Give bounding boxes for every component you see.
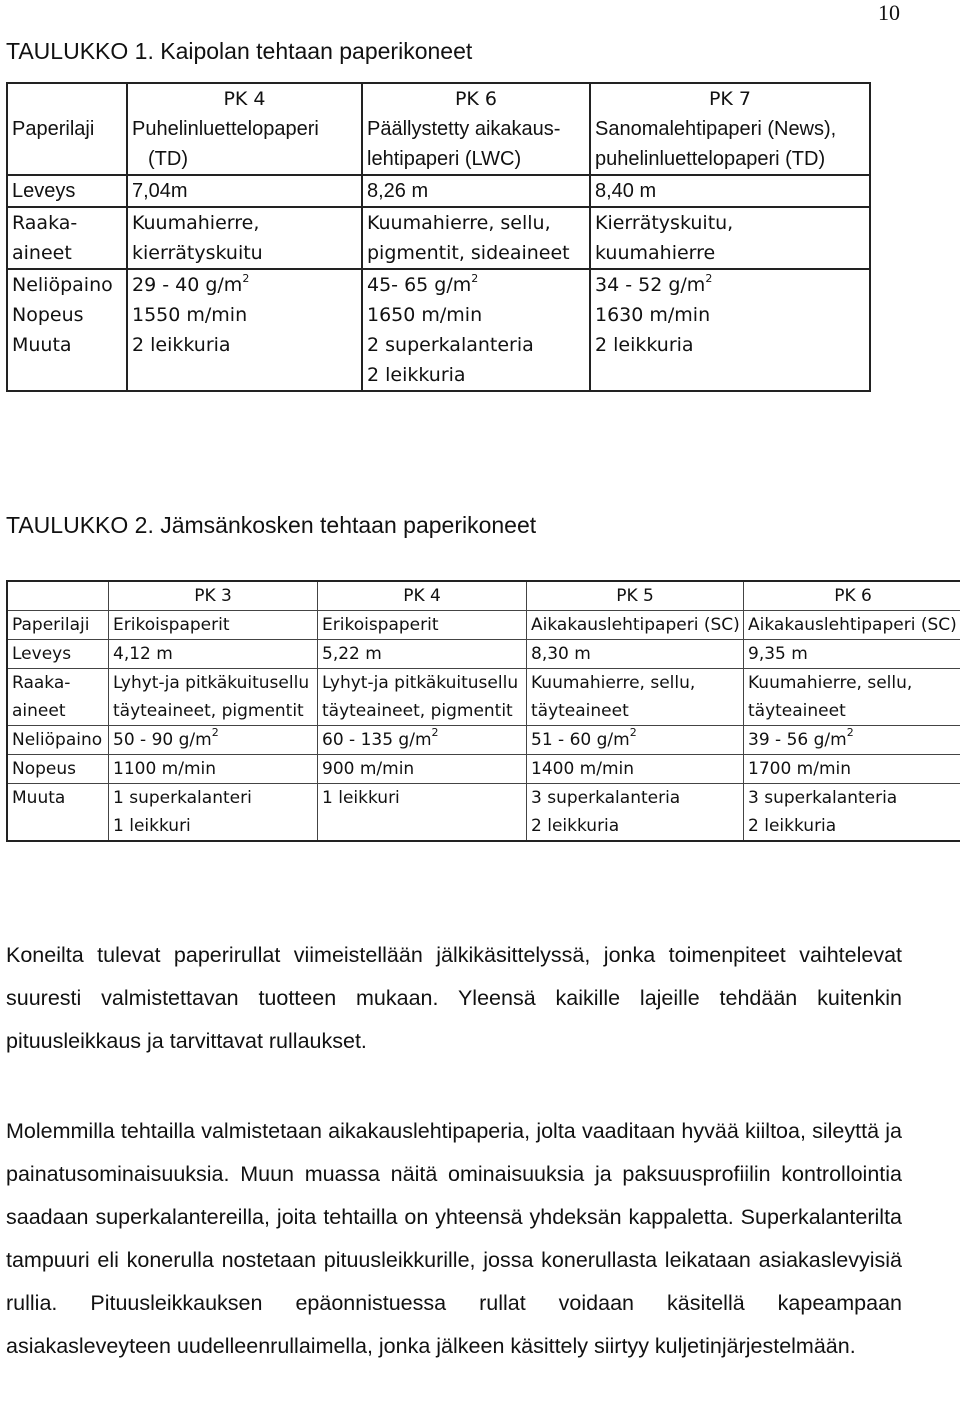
superscript: 2 [705, 272, 713, 285]
value: 45- 65 g/m [367, 274, 472, 296]
cell: 900 m/min [318, 755, 527, 784]
cell: Sanomalehtipaperi (News), [590, 114, 870, 144]
cell [362, 269, 590, 300]
cell: Aikakauslehtipaperi (SC) [744, 611, 960, 640]
cell: Kierrätyskuitu, [590, 207, 870, 238]
superscript: 2 [431, 726, 439, 739]
table1-row-muuta-cont [7, 360, 870, 391]
cell: 3 superkalanteria [527, 784, 744, 813]
cell: 1550 m/min [127, 300, 362, 330]
cell: Kuumahierre, [127, 207, 362, 238]
row-label: Raaka- [7, 207, 127, 238]
table1-header-pk6: PK 6 [362, 83, 590, 114]
row-label: Nopeus [7, 755, 109, 784]
superscript: 2 [211, 726, 219, 739]
cell: 1700 m/min [744, 755, 960, 784]
cell: 1630 m/min [590, 300, 870, 330]
row-label: Muuta [7, 330, 127, 360]
cell: (TD) [127, 144, 362, 175]
row-label: Paperilaji [7, 114, 127, 144]
cell: Lyhyt-ja pitkäkuitusellu [109, 669, 318, 698]
value: 50 - 90 g/m [113, 730, 212, 750]
table1-row-paperilaji [7, 114, 870, 144]
cell: 2 leikkuria [362, 360, 590, 391]
table2-header-pk4: PK 4 [318, 581, 527, 611]
table1-header-row [7, 83, 870, 114]
cell: 1 leikkuri [318, 784, 527, 813]
cell: Lyhyt-ja pitkäkuitusellu [318, 669, 527, 698]
cell [109, 726, 318, 755]
row-label: Muuta [7, 784, 109, 813]
row-label: Paperilaji [7, 611, 109, 640]
table1-row-muuta [7, 330, 870, 360]
cell: 5,22 m [318, 640, 527, 669]
cell: kuumahierre [590, 238, 870, 269]
table2-jamsankoski-paper-machines [6, 580, 960, 842]
superscript: 2 [629, 726, 637, 739]
cell [127, 269, 362, 300]
table2-row-nopeus [7, 755, 960, 784]
cell: 2 leikkuria [527, 812, 744, 841]
row-label: Nopeus [7, 300, 127, 330]
table1-header-pk7: PK 7 [590, 83, 870, 114]
cell: 1650 m/min [362, 300, 590, 330]
row-label: Neliöpaino [7, 269, 127, 300]
cell: Kuumahierre, sellu, [527, 669, 744, 698]
cell: täyteaineet, pigmentit [318, 697, 527, 726]
value: 51 - 60 g/m [531, 730, 630, 750]
table1-row-neliopaino [7, 269, 870, 300]
cell: 1 leikkuri [109, 812, 318, 841]
cell [318, 812, 527, 841]
cell: 8,30 m [527, 640, 744, 669]
body-paragraph-1: Koneilta tulevat paperirullat viimeistellään jälkikäsittelyssä, jonka toimenpiteet vaihtelevat suuresti valmistettavan tuotteen mukaan. Yleensä kaikille lajeille tehdään kuitenkin pituusleikkaus ja tarvittavat rullaukset. [6, 943, 902, 1053]
cell: 1 superkalanteri [109, 784, 318, 813]
cell: täyteaineet, pigmentit [109, 697, 318, 726]
cell: 1100 m/min [109, 755, 318, 784]
cell: 2 leikkuria [590, 330, 870, 360]
cell: Päällystetty aikakaus- [362, 114, 590, 144]
cell: 4,12 m [109, 640, 318, 669]
row-label: Neliöpaino [7, 726, 109, 755]
superscript: 2 [846, 726, 854, 739]
cell: Puhelinluettelopaperi [127, 114, 362, 144]
row-label: Raaka- [7, 669, 109, 698]
cell [590, 269, 870, 300]
body-paragraph-2: Molemmilla tehtailla valmistetaan aikakauslehtipaperia, jolta vaaditaan hyvää kiiltoa, sileyttä ja painatusominaisuuksia. Muun muassa näitä ominaisuuksia ja paksuusprofiilin kontrollointia saadaan superkalantereilla, joita tehtailla on yhteensä yhdeksän kappaletta. Superkalanterilta tampuuri eli konerulla nostetaan pituusleikkurille, jossa konerullasta leikataan asiakaslevyisiä rullia. Pituusleikkauksen epäonnistuessa rullat voidaan käsitellä kapeampaan asiakasleveyteen uudelleenrullaimella, jonka jälkeen käsittely siirtyy kuljetinjärjestelmään. [6, 1119, 902, 1358]
table1-row-raaka-cont [7, 238, 870, 269]
value: 29 - 40 g/m [132, 274, 243, 296]
value: 39 - 56 g/m [748, 730, 847, 750]
table1-row-paperilaji-cont [7, 144, 870, 175]
table1-kaipola-paper-machines [6, 82, 871, 392]
row-label-empty [7, 144, 127, 175]
table2-header-row [7, 581, 960, 611]
table1-row-leveys [7, 175, 870, 207]
cell: lehtipaperi (LWC) [362, 144, 590, 175]
cell: 7,04m [127, 175, 362, 207]
cell [318, 726, 527, 755]
table2-header-pk6: PK 6 [744, 581, 960, 611]
cell: Kuumahierre, sellu, [744, 669, 960, 698]
cell: 2 leikkuria [744, 812, 960, 841]
cell [744, 726, 960, 755]
superscript: 2 [242, 272, 250, 285]
cell: Erikoispaperit [109, 611, 318, 640]
table1-row-raaka [7, 207, 870, 238]
cell: 2 superkalanteria [362, 330, 590, 360]
row-label: aineet [7, 238, 127, 269]
table2-row-muuta-cont [7, 812, 960, 841]
cell: täyteaineet [744, 697, 960, 726]
table1-header-empty [7, 83, 127, 114]
table2-header-pk3: PK 3 [109, 581, 318, 611]
cell: 2 leikkuria [127, 330, 362, 360]
row-label-empty [7, 360, 127, 391]
cell [127, 360, 362, 391]
table2-row-raaka [7, 669, 960, 698]
table2-row-muuta [7, 784, 960, 813]
value: 34 - 52 g/m [595, 274, 706, 296]
superscript: 2 [471, 272, 479, 285]
cell: Aikakauslehtipaperi (SC) [527, 611, 744, 640]
table2-row-neliopaino [7, 726, 960, 755]
table2-row-raaka-cont [7, 697, 960, 726]
table2-header-pk5: PK 5 [527, 581, 744, 611]
cell: puhelinluettelopaperi (TD) [590, 144, 870, 175]
cell: 8,26 m [362, 175, 590, 207]
row-label-empty [7, 812, 109, 841]
table1-row-nopeus [7, 300, 870, 330]
value: 60 - 135 g/m [322, 730, 432, 750]
cell [590, 360, 870, 391]
cell: Erikoispaperit [318, 611, 527, 640]
cell: 8,40 m [590, 175, 870, 207]
table2-title: TAULUKKO 2. Jämsänkosken tehtaan paperikoneet [6, 512, 537, 538]
table1-header-pk4: PK 4 [127, 83, 362, 114]
table2-row-leveys [7, 640, 960, 669]
row-label: Leveys [7, 175, 127, 207]
cell [527, 726, 744, 755]
row-label: Leveys [7, 640, 109, 669]
table2-row-paperilaji [7, 611, 960, 640]
cell: pigmentit, sideaineet [362, 238, 590, 269]
row-label: aineet [7, 697, 109, 726]
cell: täyteaineet [527, 697, 744, 726]
cell: Kuumahierre, sellu, [362, 207, 590, 238]
cell: 1400 m/min [527, 755, 744, 784]
table1-title: TAULUKKO 1. Kaipolan tehtaan paperikoneet [6, 38, 473, 64]
cell: 9,35 m [744, 640, 960, 669]
page-number: 10 [878, 0, 900, 25]
cell: kierrätyskuitu [127, 238, 362, 269]
cell: 3 superkalanteria [744, 784, 960, 813]
table2-header-empty [7, 581, 109, 611]
